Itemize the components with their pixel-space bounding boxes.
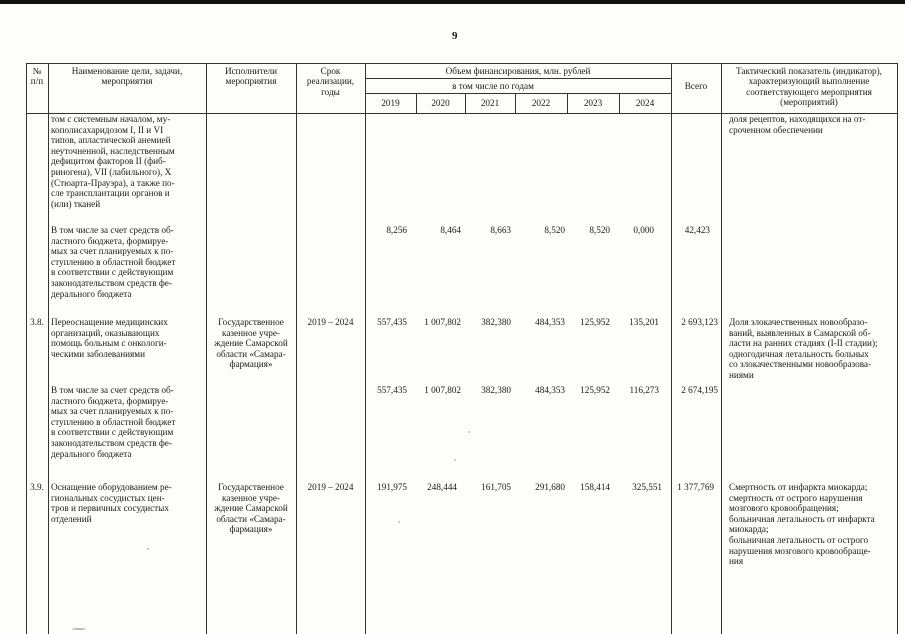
- row-name: Оснащение оборудованием ре- гиональных сосудистых цен- тров и первичных сосудистых отделений: [51, 482, 172, 524]
- header-col-executor: Исполнители мероприятия: [224, 66, 278, 87]
- header-year-2023: 2023: [583, 98, 603, 108]
- grid-line: [26, 63, 27, 634]
- row-executor: Государственное казенное учре- ждение Самарской области «Самара- фармация»: [214, 482, 288, 535]
- row-value-2020: 248,444: [427, 482, 457, 492]
- scan-speck: [147, 548, 149, 550]
- row-term: 2019 – 2024: [307, 482, 354, 492]
- row-value-2019: 557,435: [377, 317, 407, 327]
- header-year-2021: 2021: [480, 98, 500, 108]
- grid-line: [671, 63, 672, 634]
- row-value-2023: 158,414: [580, 482, 610, 492]
- header-col-total: Всего: [684, 81, 708, 91]
- header-col-term: Срок реализации, годы: [306, 66, 355, 97]
- row-total: 1 377,769: [677, 482, 714, 492]
- row-total: 42,423: [684, 225, 710, 235]
- row-indicator: Доля злокачественных новообразо- ваний, выявленных в Самарской об- ласти на ранних стадиях (I-II стадии); одногодичная летальность больных со злокачественными новообразова- ниями: [729, 317, 878, 380]
- row-value-2021: 8,663: [490, 225, 511, 235]
- scan-speck: [468, 431, 470, 433]
- row-number: 3.8.: [30, 317, 44, 327]
- row-value-2023: 125,952: [580, 317, 610, 327]
- row-value-2024: 116,273: [629, 385, 659, 395]
- row-value-2024: 135,201: [629, 317, 659, 327]
- row-value-2022: 8,520: [544, 225, 565, 235]
- grid-line: [48, 63, 49, 634]
- row-total: 2 674,195: [681, 385, 718, 395]
- row-value-2019: 557,435: [377, 385, 407, 395]
- scan-speck: [454, 459, 456, 461]
- row-value-2021: 382,380: [481, 385, 511, 395]
- header-col-no: № п/п: [30, 66, 44, 87]
- header-year-2019: 2019: [381, 98, 400, 108]
- header-col-name: Наименование цели, задачи, мероприятия: [71, 66, 183, 87]
- scan-speck: [72, 628, 86, 630]
- header-col-indicator: Тактический показатель (индикатор), характеризующий выполнение соответствующего мероприятия (мероприятий): [736, 66, 882, 108]
- grid-line: [365, 78, 672, 79]
- row-number: 3.9.: [30, 482, 44, 492]
- row-value-2024: 325,551: [632, 482, 662, 492]
- row-value-2024: 0,000: [633, 225, 654, 235]
- page-number: 9: [452, 30, 458, 42]
- row-value-2021: 161,705: [481, 482, 511, 492]
- row-value-2023: 125,952: [580, 385, 610, 395]
- row-value-2022: 484,353: [535, 317, 565, 327]
- header-year-2020: 2020: [431, 98, 450, 108]
- scan-top-edge: [0, 0, 905, 4]
- grid-line: [721, 63, 722, 634]
- grid-line: [26, 63, 898, 64]
- scan-speck: [398, 521, 400, 523]
- row-value-2019: 191,975: [377, 482, 407, 492]
- row-name: Переоснащение медицинских организаций, оказывающих помощь больным с онкологи- ческими заболеваниями: [51, 317, 168, 359]
- row-value-2022: 291,680: [535, 482, 565, 492]
- header-year-2022: 2022: [531, 98, 551, 108]
- row-total: 2 693,123: [681, 317, 718, 327]
- row-executor: Государственное казенное учре- ждение Самарской области «Самара- фармация»: [214, 317, 288, 370]
- row-indicator: доля рецептов, находящихся на от- сроченном обеспечении: [729, 114, 866, 135]
- row-name: В том числе за счет средств об- ластного бюджета, формируе- мых за счет планируемых к по- ступлению в областной бюджет в соответствии с действующим законодательством средств фе- дерального бюджета: [51, 225, 176, 299]
- grid-line: [296, 63, 297, 634]
- row-value-2020: 8,464: [440, 225, 461, 235]
- row-value-2023: 8,520: [589, 225, 610, 235]
- grid-line: [365, 63, 366, 634]
- row-name: том с системным началом, му- кополисахаридозом I, II и VI типов, апластической анемией неуточненной, наследственным дефицитом факторов II (фиб- риногена), VII (лабильного), X (Стюарта-Прауэра), а также по- сле трансплантации органов и (или) тканей: [51, 114, 175, 209]
- row-name: В том числе за счет средств об- ластного бюджета, формируе- мых за счет планируемых к по- ступлению в областной бюджет в соответствии с действующим законодательством средств фе- дерального бюджета: [51, 385, 176, 459]
- row-value-2022: 484,353: [535, 385, 565, 395]
- grid-line: [897, 63, 898, 634]
- header-col-by-years: в том числе по годам: [452, 81, 534, 91]
- row-value-2020: 1 007,802: [424, 317, 461, 327]
- row-term: 2019 – 2024: [307, 317, 354, 327]
- row-value-2019: 8,256: [386, 225, 407, 235]
- header-col-finance: Объем финансирования, млн. рублей: [445, 66, 591, 76]
- row-value-2020: 1 007,802: [424, 385, 461, 395]
- row-indicator: Смертность от инфаркта миокарда; смертность от острого нарушения мозгового кровообращения; больничная летальность от инфаркта миокарда; больничная летальность от острого нарушения мозгового кровообраще- ния: [729, 482, 875, 567]
- header-year-2024: 2024: [635, 98, 655, 108]
- grid-line: [365, 93, 672, 94]
- row-value-2021: 382,380: [481, 317, 511, 327]
